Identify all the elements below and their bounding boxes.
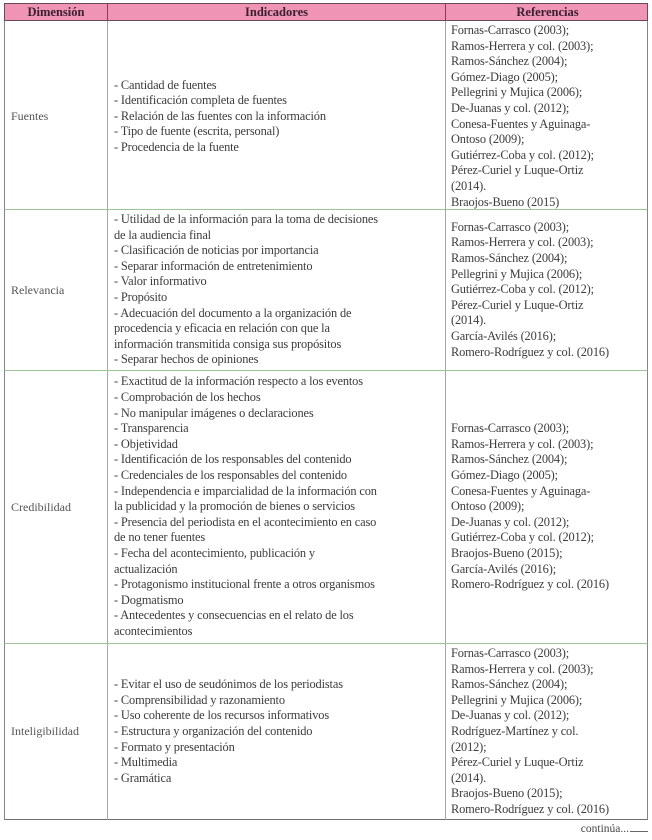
text-line: - Identificación de los responsables del contenido [114, 452, 352, 467]
references-cell [445, 371, 649, 643]
text-line: Fornas-Carrasco (2003); [451, 23, 570, 37]
text-line: (2014). [451, 178, 487, 193]
continues-rule [630, 831, 648, 832]
text-line: Conesa-Fuentes y Aguinaga- [451, 483, 591, 498]
text-line: Gutiérrez-Coba y col. (2012); [451, 282, 594, 297]
text-line: Ramos-Sánchez (2004); [451, 452, 568, 467]
references-cell [445, 21, 649, 212]
text-line: Conesa-Fuentes y Aguinaga- [451, 116, 591, 131]
table-row [4, 371, 648, 644]
text-line: - Tipo de fuente (escrita, personal) [114, 124, 280, 139]
text-line: Gómez-Diago (2005); [451, 468, 558, 483]
text-line: - Multimedia [114, 755, 178, 770]
text-line: (2012); [451, 739, 487, 754]
text-line: Romero-Rodríguez y col. (2016) [451, 577, 609, 592]
continues-label: continúa... [580, 823, 629, 835]
dimension-cell: Inteligibilidad [11, 724, 79, 739]
text-line: Ramos-Herrera y col. (2003); [451, 661, 594, 676]
text-line: De-Juanas y col. (2012); [451, 100, 570, 115]
text-line: Ontoso (2009); [451, 499, 525, 514]
text-line: - Dogmatismo [114, 592, 184, 607]
text-line: - Evitar el uso de seudónimos de los periodistas [114, 677, 343, 692]
text-line: (2014). [451, 770, 487, 785]
text-line: Braojos-Bueno (2015); [451, 786, 563, 801]
text-line: - Comprensibilidad y razonamiento [114, 692, 285, 707]
text-line: - Propósito [114, 290, 168, 304]
continues-note [581, 823, 648, 835]
indicators-cell [107, 644, 445, 820]
text-line: - No manipular imágenes o declaraciones [114, 405, 314, 420]
text-line: Pellegrini y Mujica (2006); [451, 692, 583, 707]
text-line: - Exactitud de la información respecto a los eventos [114, 374, 363, 389]
text-line: García-Avilés (2016); [451, 561, 556, 576]
text-line: Gutiérrez-Coba y col. (2012); [451, 530, 594, 545]
text-line: Ramos-Herrera y col. (2003); [451, 235, 594, 250]
table-row [4, 210, 648, 371]
text-line: García-Avilés (2016); [451, 328, 556, 343]
text-line: Braojos-Bueno (2015); [451, 545, 563, 560]
text-line: información transmitida consiga sus propósitos [114, 336, 342, 351]
text-line: Ramos-Herrera y col. (2003); [451, 38, 594, 53]
text-line: Pérez-Curiel y Luque-Ortiz [451, 297, 584, 312]
text-line: - Credenciales de los responsables del contenido [114, 468, 347, 483]
text-line: Rodríguez-Martínez y col. [451, 723, 579, 738]
text-line: actualización [114, 561, 178, 576]
dimension-cell: Credibilidad [11, 499, 71, 514]
text-line: Gómez-Diago (2005); [451, 69, 558, 84]
text-line: - Cantidad de fuentes [114, 77, 217, 92]
text-line: De-Juanas y col. (2012); [451, 708, 570, 723]
text-line: la publicidad y la promoción de bienes o servicios [114, 499, 355, 514]
table-row [4, 644, 648, 820]
text-line: Fornas-Carrasco (2003); [451, 219, 570, 234]
text-line: - Utilidad de la información para la toma de decisiones [114, 212, 378, 227]
header-indicators: Indicadores [107, 4, 445, 20]
text-line: Ramos-Herrera y col. (2003); [451, 436, 594, 451]
text-line: - Estructura y organización del contenido [114, 723, 313, 738]
text-line: Ramos-Sánchez (2004); [451, 251, 568, 266]
text-line: - Formato y presentación [114, 739, 235, 754]
text-line: - Antecedentes y consecuencias en el relato de los [114, 608, 354, 623]
text-line: - Uso coherente de los recursos informativos [114, 708, 329, 723]
text-line: - Fecha del acontecimiento, publicación y [114, 545, 315, 560]
text-line: - Gramática [114, 770, 172, 785]
text-line: Ramos-Sánchez (2004); [451, 677, 568, 692]
header-dimension: Dimensión [27, 5, 85, 19]
text-line: Pellegrini y Mujica (2006); [451, 85, 583, 100]
table-header-row [4, 3, 648, 21]
text-line: Romero-Rodríguez y col. (2016) [451, 801, 609, 816]
text-line: Pérez-Curiel y Luque-Ortiz [451, 755, 584, 770]
text-line: - Comprobación de los hechos [114, 390, 261, 405]
text-line: Fornas-Carrasco (2003); [451, 646, 570, 660]
indicators-cell [107, 21, 445, 212]
text-line: Romero-Rodríguez y col. (2016) [451, 344, 609, 359]
dimension-cell: Fuentes [11, 109, 49, 124]
dimension-cell: Relevancia [11, 282, 65, 297]
text-line: - Adecuación del documento a la organización de [114, 305, 352, 320]
text-line: Ramos-Sánchez (2004); [451, 54, 568, 69]
text-line: - Protagonismo institucional frente a otros organismos [114, 577, 375, 592]
text-line: acontecimientos [114, 623, 193, 638]
text-line: - Relación de las fuentes con la información [114, 108, 326, 123]
text-line: Fornas-Carrasco (2003); [451, 421, 570, 436]
text-line: - Clasificación de noticias por importancia [114, 243, 319, 258]
text-line: - Objetividad [114, 436, 178, 451]
table-row [4, 21, 648, 210]
text-line: procedencia y eficacia en relación con que la [114, 321, 330, 336]
text-line: - Separar información de entretenimiento [114, 258, 313, 273]
text-line: Gutiérrez-Coba y col. (2012); [451, 147, 594, 162]
text-line: - Identificación completa de fuentes [114, 93, 287, 108]
text-line: Braojos-Bueno (2015) [451, 194, 560, 209]
indicators-cell [107, 371, 445, 643]
text-line: de no tener fuentes [114, 530, 206, 545]
text-line: - Transparencia [114, 421, 189, 436]
header-references: Referencias [445, 4, 649, 20]
references-cell [445, 210, 649, 370]
text-line: Pérez-Curiel y Luque-Ortiz [451, 163, 584, 178]
text-line: - Procedencia de la fuente [114, 139, 239, 154]
text-line: - Presencia del periodista en el acontecimiento en caso [114, 514, 377, 529]
references-cell [445, 644, 649, 820]
text-line: De-Juanas y col. (2012); [451, 514, 570, 529]
text-line: - Separar hechos de opiniones [114, 352, 259, 367]
text-line: Pellegrini y Mujica (2006); [451, 266, 583, 281]
text-line: - Independencia e imparcialidad de la información con [114, 483, 377, 498]
text-line: Ontoso (2009); [451, 132, 525, 147]
indicators-cell [107, 210, 445, 370]
text-line: de la audiencia final [114, 227, 211, 242]
text-line: (2014). [451, 313, 487, 328]
text-line: - Valor informativo [114, 274, 207, 289]
indicators-table [4, 3, 648, 820]
